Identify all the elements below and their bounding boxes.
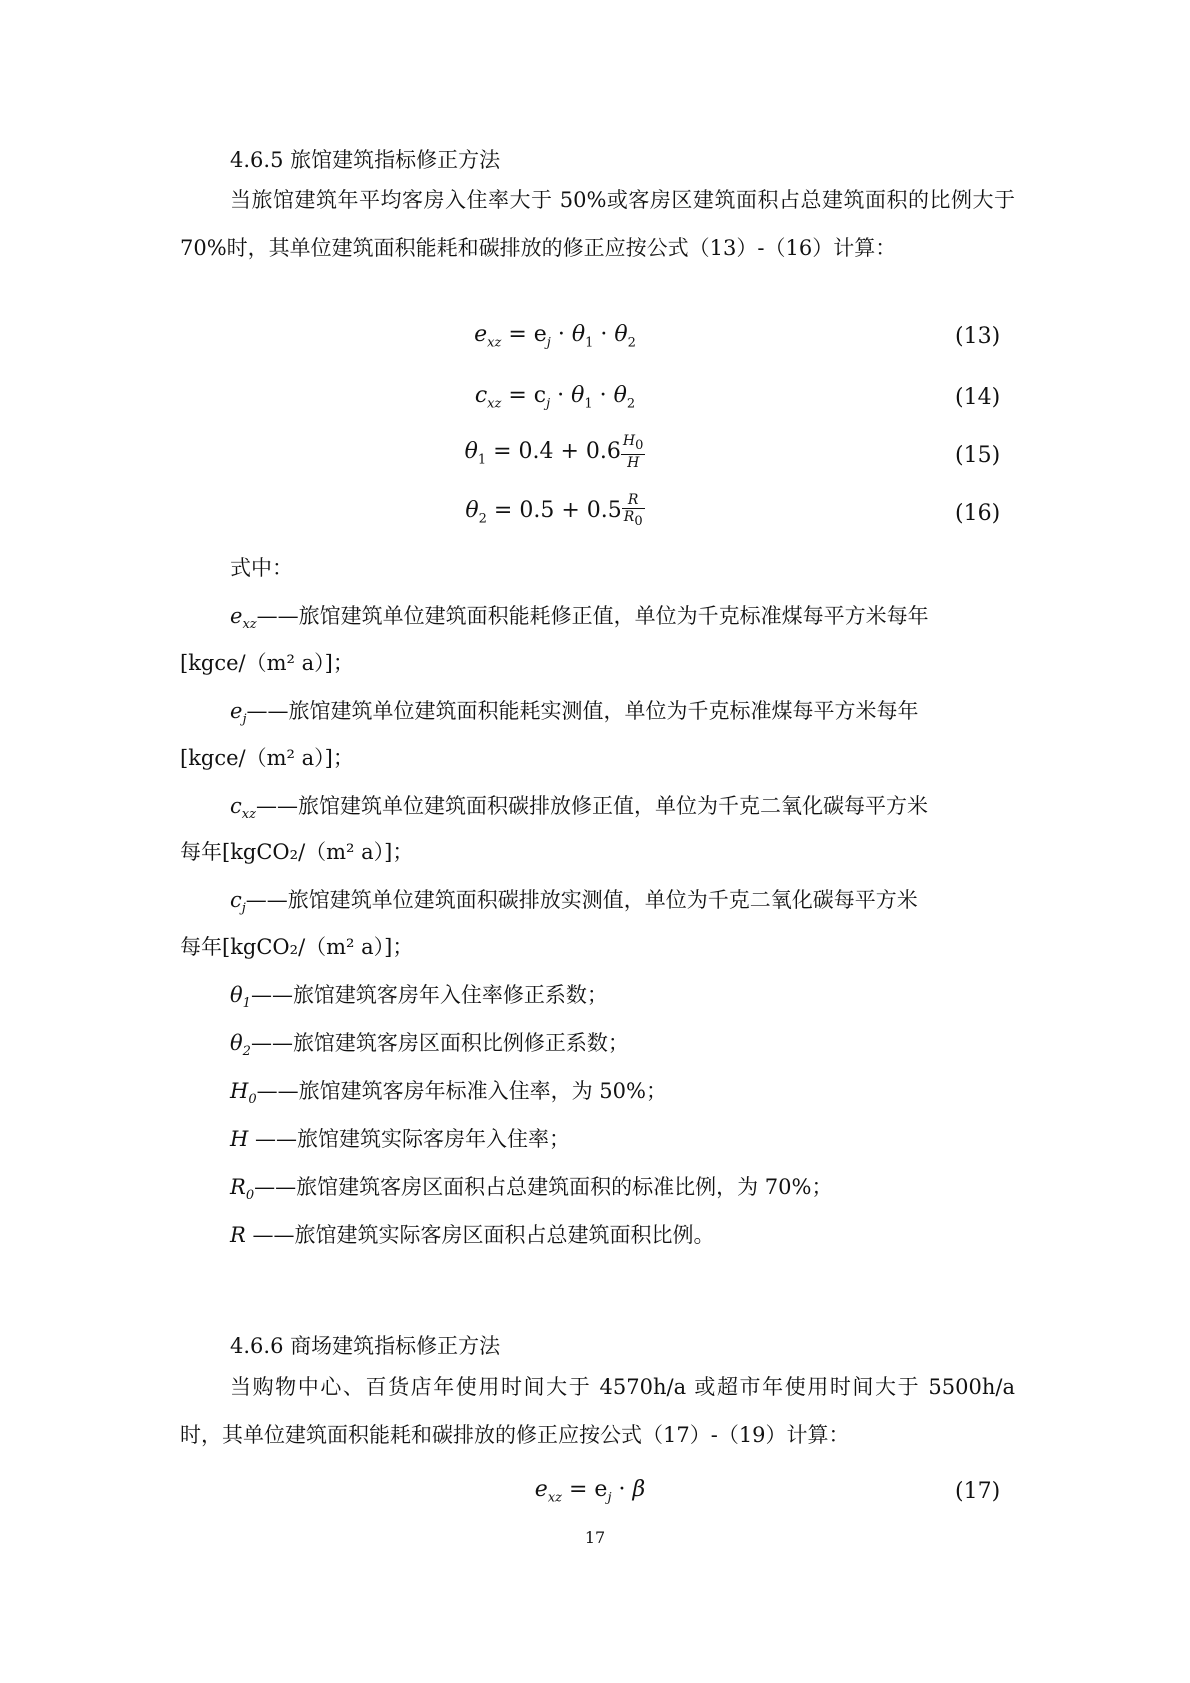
definition-theta2: $\theta_2——$旅馆建筑客房区面积比例修正系数； bbox=[230, 1031, 629, 1060]
section-466-intro: 当购物中心、百货店年使用时间大于 4570h/a 或超市年使用时间大于 5500h/a 时，其单位建筑面积能耗和碳排放的修正应按公式（17）-（19）计算： bbox=[180, 1375, 1015, 1447]
section-heading-466: 4.6.6 商场建筑指标修正方法 bbox=[230, 1334, 501, 1358]
definition-exz: $e_{xz}——$旅馆建筑单位建筑面积能耗修正值，单位为千克标准煤每平方米每年 bbox=[230, 604, 929, 633]
section-heading-465: 4.6.5 旅馆建筑指标修正方法 bbox=[230, 148, 501, 172]
equation-13: $e_{xz} = e_j \cdot \theta_1 \cdot \theta_2$ bbox=[474, 322, 636, 351]
definition-theta1: $\theta_1——$旅馆建筑客房年入住率修正系数； bbox=[230, 983, 608, 1012]
equation-15: $\theta_1 = 0.4 + 0.6$ $\frac{H_0}{H}$ bbox=[464, 433, 644, 471]
equation-17: $e_{xz} = e_j \cdot \beta$ bbox=[534, 1477, 646, 1506]
where-label: 式中： bbox=[230, 556, 293, 580]
definition-cj: $c_j——$旅馆建筑单位建筑面积碳排放实测值，单位为千克二氧化碳每平方米 bbox=[230, 888, 918, 917]
definition-cj-unit: 每年[kgCO₂/（m² a）]； bbox=[180, 935, 414, 959]
definition-ej: $e_j——$旅馆建筑单位建筑面积能耗实测值，单位为千克标准煤每平方米每年 bbox=[230, 699, 919, 728]
definition-h0: $H_0——$旅馆建筑客房年标准入住率，为 50%； bbox=[230, 1079, 667, 1108]
section-465-intro: 当旅馆建筑年平均客房入住率大于 50%或客房区建筑面积占总建筑面积的比例大于 70%时，其单位建筑面积能耗和碳排放的修正应按公式（13）-（16）计算： bbox=[180, 188, 1015, 260]
page-number: 17 bbox=[584, 1528, 606, 1547]
definition-cxz-unit: 每年[kgCO₂/（m² a）]； bbox=[180, 840, 414, 864]
definition-exz-unit: [kgce/（m² a）]； bbox=[180, 651, 354, 675]
definition-ej-unit: [kgce/（m² a）]； bbox=[180, 746, 354, 770]
equation-16: $\theta_2 = 0.5 + 0.5$ $\frac{R}{R_0}$ bbox=[465, 492, 643, 529]
equation-14: $c_{xz} = c_j \cdot \theta_1 \cdot \theta_2$ bbox=[474, 383, 636, 412]
equation-16-number: (16) bbox=[955, 501, 1001, 526]
definition-cxz: $c_{xz}——$旅馆建筑单位建筑面积碳排放修正值，单位为千克二氧化碳每平方米 bbox=[230, 794, 928, 823]
definition-h: H ——旅馆建筑实际客房年入住率； bbox=[230, 1127, 571, 1151]
equation-17-number: (17) bbox=[955, 1479, 1001, 1504]
equation-15-number: (15) bbox=[955, 443, 1001, 468]
definition-r: R ——旅馆建筑实际客房区面积占总建筑面积比例。 bbox=[230, 1223, 715, 1247]
equation-13-number: (13) bbox=[955, 324, 1001, 349]
equation-14-number: (14) bbox=[955, 385, 1001, 410]
definition-r0: $R_0——$旅馆建筑客房区面积占总建筑面积的标准比例，为 70%； bbox=[230, 1175, 833, 1204]
